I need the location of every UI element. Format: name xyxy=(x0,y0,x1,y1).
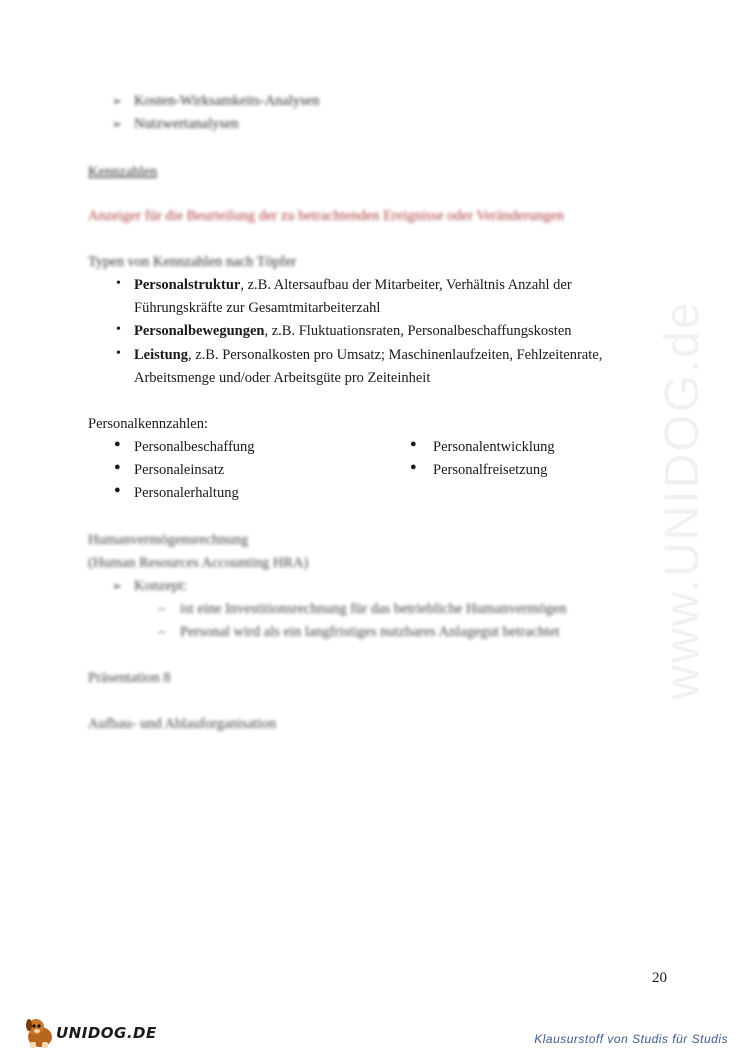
type-item-continuation: Arbeitsmenge und/oder Arbeitsgüte pro Zeiteinheit xyxy=(134,370,431,386)
type-item-continuation: Führungskräfte zur Gesamtmitarbeiterzahl xyxy=(134,300,381,316)
type-item xyxy=(134,346,602,364)
type-item xyxy=(134,276,572,294)
arrow-bullet-icon: ➢ xyxy=(112,94,123,108)
list-item: Personalfreisetzung xyxy=(433,462,548,478)
list-item: Konzept: xyxy=(134,578,188,594)
bullet-icon: ● xyxy=(410,438,417,450)
arrow-bullet-icon: ➢ xyxy=(112,579,123,593)
section-heading: Aufbau- und Ablauforganisation xyxy=(88,716,277,732)
dash-icon: – xyxy=(158,601,166,617)
bullet-icon: ● xyxy=(114,438,121,450)
type-item xyxy=(134,322,572,340)
bullet-icon: ● xyxy=(114,484,121,496)
bullet-icon: ● xyxy=(114,461,121,473)
hra-title: Humanvermögensrechnung xyxy=(88,532,249,548)
list-item: Personalerhaltung xyxy=(134,485,239,501)
bullet-icon: • xyxy=(116,276,121,291)
dash-icon: – xyxy=(158,624,166,640)
bullet-icon: ● xyxy=(410,461,417,473)
list-item: Personalbeschaffung xyxy=(134,439,255,455)
section-heading: Präsentation 8 xyxy=(88,670,171,686)
arrow-bullet-icon: ➢ xyxy=(112,117,123,131)
section-heading: Kennzahlen xyxy=(88,164,158,180)
definition-line: Anzeiger für die Beurteilung der zu betrachtenden Ereignisse oder Veränderungen xyxy=(88,208,565,224)
list-item: Personalentwicklung xyxy=(433,439,555,455)
bullet-icon: • xyxy=(116,346,121,361)
logo-text: UNIDOG.DE xyxy=(56,1024,157,1042)
watermark: www.UNIDOG.de xyxy=(655,300,709,700)
personal-heading: Personalkennzahlen: xyxy=(88,416,208,432)
type-name: Personalstruktur xyxy=(134,277,241,293)
types-heading: Typen von Kennzahlen nach Töpfer xyxy=(88,254,297,270)
type-name: Leistung xyxy=(134,347,188,363)
page-number: 20 xyxy=(652,970,667,986)
bullet-icon: • xyxy=(116,322,121,337)
list-item: Nutzwertanalysen xyxy=(134,116,239,132)
sub-item: Personal wird als ein langfristiges nutzbares Anlagegut betrachtet xyxy=(180,624,560,640)
type-description: , z.B. Altersaufbau der Mitarbeiter, Verhältnis Anzahl der xyxy=(240,277,572,293)
type-name: Personalbewegungen xyxy=(134,323,265,339)
sub-item: ist eine Investitionsrechnung für das betriebliche Humanvermögen xyxy=(180,601,567,617)
list-item: Personaleinsatz xyxy=(134,462,225,478)
footer-tagline: Klausurstoff von Studis für Studis xyxy=(534,1032,728,1046)
hra-subtitle: (Human Resources Accounting HRA) xyxy=(88,555,309,571)
type-description: , z.B. Personalkosten pro Umsatz; Maschinenlaufzeiten, Fehlzeitenrate, xyxy=(188,347,603,363)
type-description: , z.B. Fluktuationsraten, Personalbeschaffungskosten xyxy=(264,323,572,339)
list-item: Kosten-Wirksamkeits-Analysen xyxy=(134,93,320,109)
dog-icon xyxy=(20,1015,60,1051)
